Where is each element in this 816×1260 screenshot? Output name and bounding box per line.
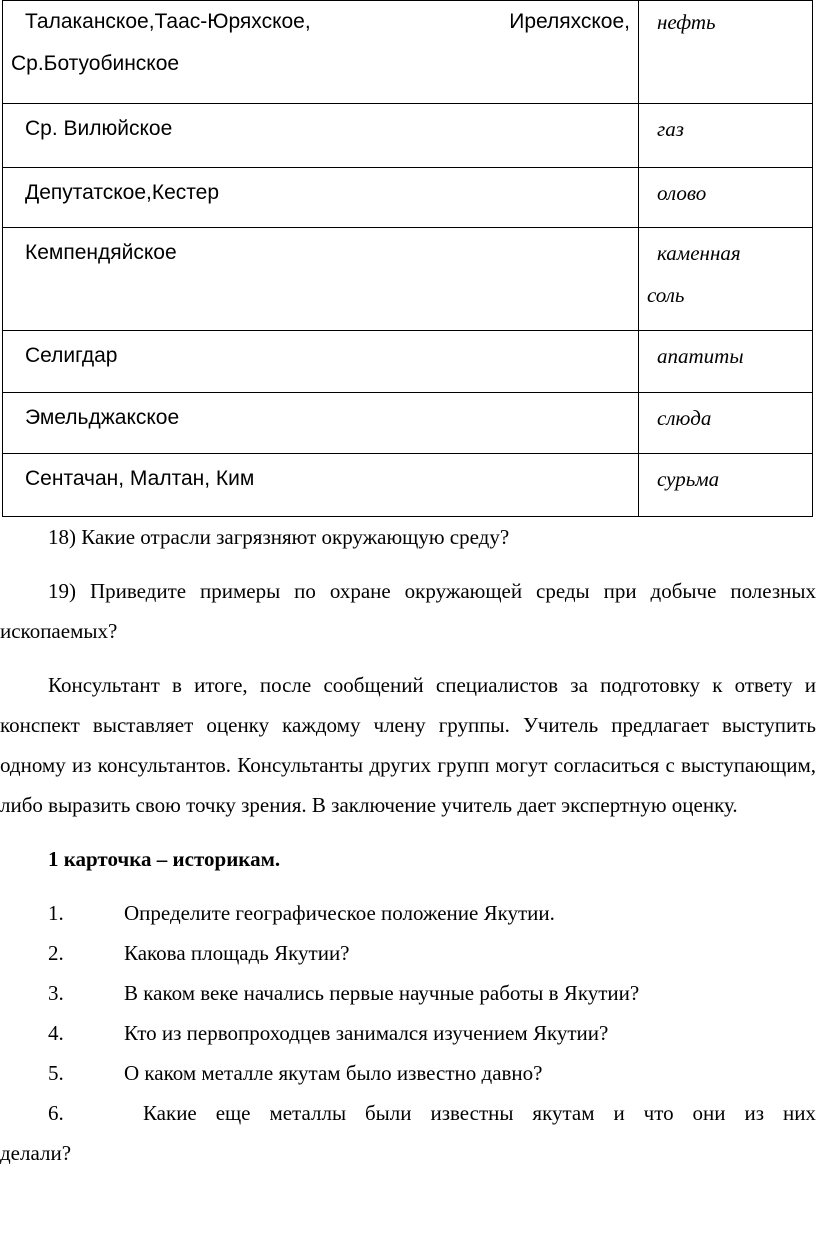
list-item-text: якутам	[532, 1101, 595, 1125]
mineral-cell	[639, 168, 813, 228]
table-row	[3, 1, 813, 104]
card-heading: 1 карточка – историкам.	[48, 847, 281, 871]
document-body	[0, 517, 816, 1173]
list-item-text: Какова площадь Якутии?	[124, 941, 350, 965]
list-item	[0, 1013, 816, 1053]
deposit-name-cell	[3, 331, 639, 393]
mineral-cell	[639, 104, 813, 168]
question-18: 18) Какие отрасли загрязняют окружающую среду?	[48, 525, 510, 549]
deposit-name: Кемпендяйское	[25, 241, 177, 264]
list-item	[0, 933, 816, 973]
mineral-cell	[639, 393, 813, 454]
list-item-text: были	[365, 1101, 412, 1125]
list-item-text: они	[692, 1101, 726, 1125]
list-item-text: что	[643, 1101, 674, 1125]
deposit-name-cell	[3, 104, 639, 168]
list-item-number: 1.	[48, 901, 64, 925]
list-item-text: металлы	[269, 1101, 347, 1125]
list-item-text: них	[782, 1101, 816, 1125]
list-item-number: 4.	[48, 1021, 64, 1045]
list-item	[0, 1093, 816, 1173]
list-item-text: делали?	[0, 1141, 72, 1165]
deposit-name: Селигдар	[25, 344, 118, 367]
deposits-table	[2, 0, 813, 517]
table-row	[3, 331, 813, 393]
mineral-cell	[639, 454, 813, 517]
consultant-paragraph: Консультант в итоге, после сообщений специалистов за подготовку к ответу и конспект выставляет оценку каждому члену группы. Учитель предлагает выступить одному из консультантов. Консультанты других групп могут согласиться с выступающим, либо выразить свою точку зрения. В заключение учитель дает экспертную оценку.	[0, 673, 816, 817]
deposit-name: Депутатское,Кестер	[25, 181, 220, 204]
deposit-name: Ср. Вилюйское	[25, 117, 173, 140]
mineral-name: соль	[647, 283, 685, 307]
deposit-name: Ср.Ботуобинское	[11, 52, 180, 75]
list-item-text: Определите географическое положение Якутии.	[124, 901, 555, 925]
mineral-name: сурьма	[657, 467, 720, 491]
list-item-number: 5.	[48, 1061, 64, 1085]
list-item	[0, 1053, 816, 1093]
list-item-text: Кто из первопроходцев занимался изучением Якутии?	[124, 1021, 609, 1045]
mineral-name: каменная	[657, 241, 741, 265]
list-item-text: известны	[430, 1101, 514, 1125]
deposit-name-cell	[3, 1, 639, 104]
deposit-name-cell	[3, 168, 639, 228]
list-item-number: 3.	[48, 981, 64, 1005]
deposit-name: Эмельджакское	[25, 406, 180, 429]
mineral-cell	[639, 228, 813, 331]
deposit-name-cell	[3, 454, 639, 517]
mineral-name: апатиты	[657, 344, 744, 368]
table-row	[3, 454, 813, 517]
list-item-text: В каком веке начались первые научные работы в Якутии?	[124, 981, 640, 1005]
mineral-name: слюда	[657, 406, 712, 430]
table-row	[3, 228, 813, 331]
mineral-cell	[639, 331, 813, 393]
list-item-text: из	[744, 1101, 765, 1125]
list-item-text: и	[613, 1101, 625, 1125]
mineral-cell	[639, 1, 813, 104]
list-item-number: 6.	[48, 1101, 64, 1125]
mineral-name: нефть	[657, 10, 716, 34]
deposit-name-cell	[3, 393, 639, 454]
mineral-name: газ	[657, 117, 684, 141]
deposit-name-cell	[3, 228, 639, 331]
list-item-text: О каком металле якутам было известно давно?	[124, 1061, 543, 1085]
list-item	[0, 973, 816, 1013]
list-item	[0, 893, 816, 933]
list-item-text: еще	[215, 1101, 251, 1125]
deposit-name: Сентачан, Малтан, Ким	[25, 467, 255, 490]
question-19: 19) Приведите примеры по охране окружающей среды при добыче полезных ископаемых?	[0, 579, 816, 643]
deposit-name: Иреляхское,	[509, 10, 630, 33]
table-row	[3, 168, 813, 228]
table-row	[3, 104, 813, 168]
deposit-name: Талаканское,Таас-Юряхское,	[25, 10, 311, 33]
list-item-number: 2.	[48, 941, 64, 965]
table-row	[3, 393, 813, 454]
mineral-name: олово	[657, 181, 707, 205]
list-item-text: Какие	[142, 1101, 197, 1125]
